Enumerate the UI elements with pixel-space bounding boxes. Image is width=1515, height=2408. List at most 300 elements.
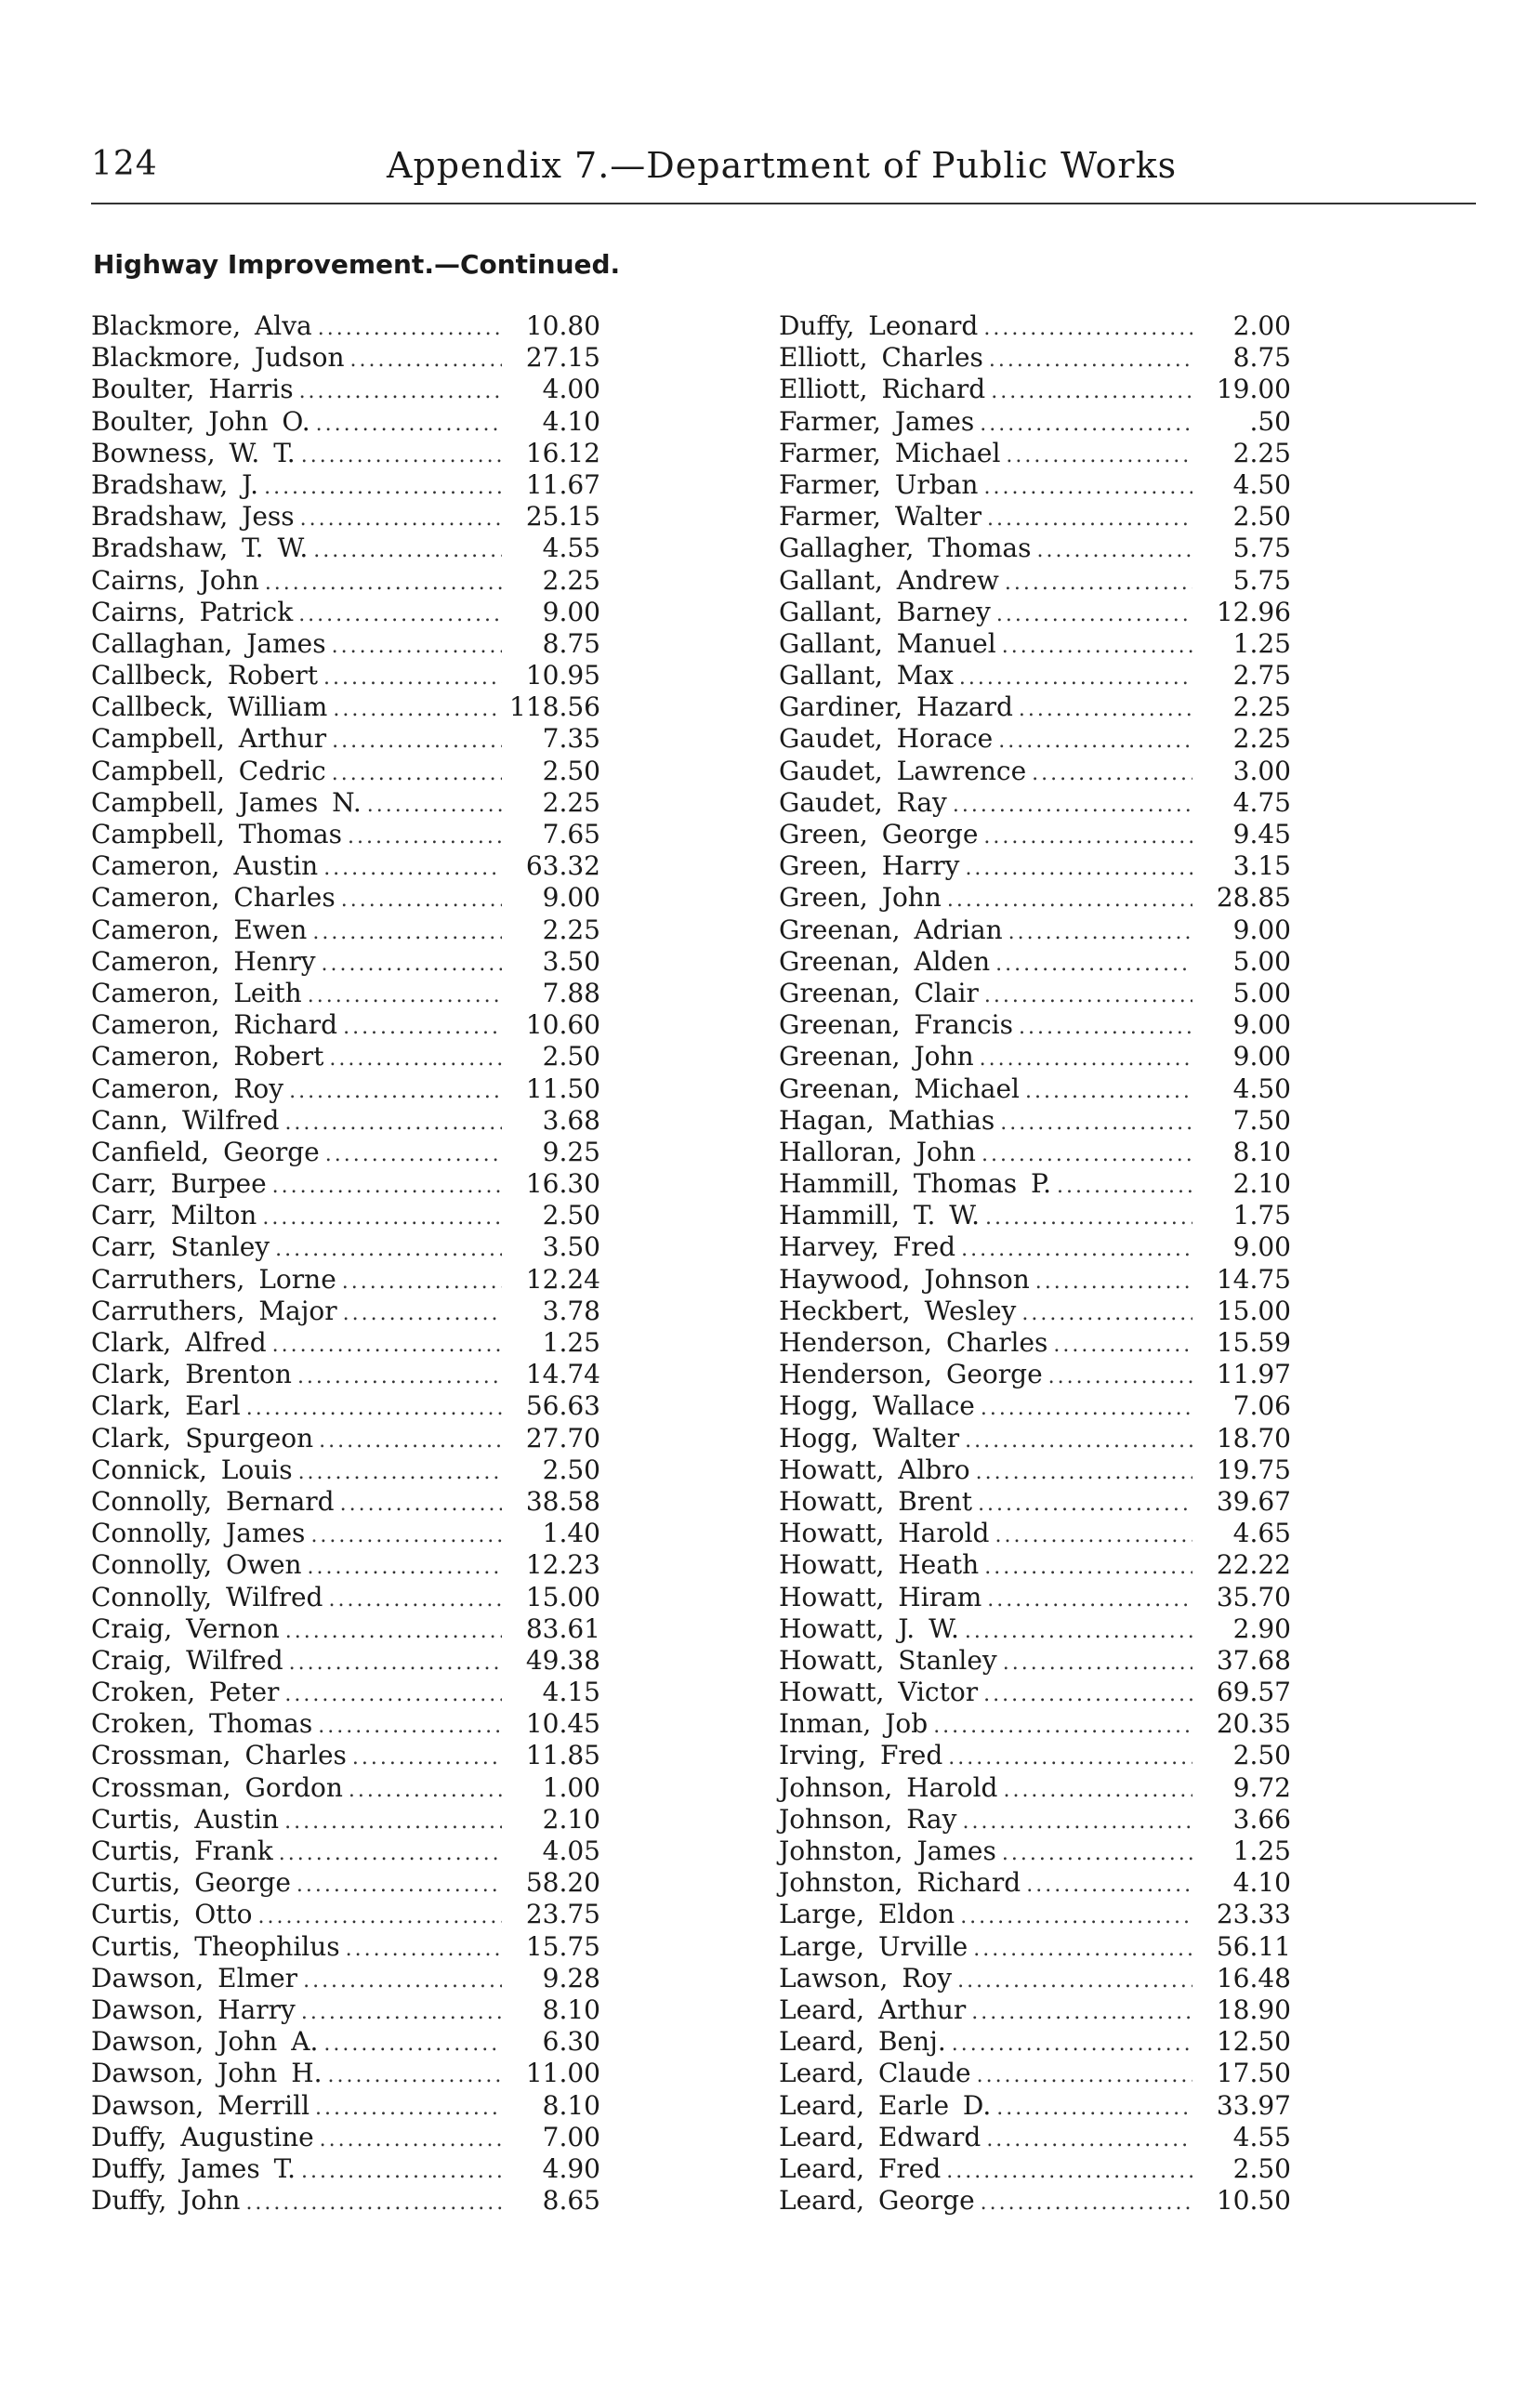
entry-name: Hogg, Wallace bbox=[779, 1390, 975, 1422]
entry-amount: 19.75 bbox=[1216, 1454, 1291, 1485]
entry-name: Gallant, Andrew bbox=[779, 564, 999, 596]
list-item bbox=[91, 756, 600, 787]
list-item bbox=[91, 1137, 600, 1168]
dot-leader bbox=[946, 2156, 1192, 2188]
entry-name: Johnston, Richard bbox=[779, 1867, 1021, 1899]
dot-leader bbox=[318, 1711, 502, 1743]
section-heading: Highway Improvement.—Continued. bbox=[93, 249, 621, 280]
entry-name: Leard, Arthur bbox=[779, 1994, 967, 2025]
entry-amount: 16.12 bbox=[525, 437, 600, 468]
dot-leader bbox=[965, 1426, 1192, 1457]
list-item bbox=[779, 597, 1291, 628]
entry-amount: 9.25 bbox=[542, 1136, 600, 1167]
dot-leader bbox=[265, 568, 502, 599]
entry-amount: 27.70 bbox=[525, 1422, 600, 1454]
list-item bbox=[91, 1041, 600, 1072]
entry-name: Hammill, Thomas P. bbox=[779, 1168, 1052, 1200]
list-item bbox=[91, 628, 600, 660]
entry-name: Halloran, John bbox=[779, 1136, 976, 1167]
list-item bbox=[779, 819, 1291, 850]
dot-leader bbox=[275, 1234, 502, 1266]
entry-name: Cairns, Patrick bbox=[91, 596, 294, 627]
list-item bbox=[91, 723, 600, 755]
dot-leader bbox=[1002, 631, 1192, 663]
entry-amount: 23.33 bbox=[1216, 1899, 1291, 1930]
dot-leader bbox=[1005, 568, 1192, 599]
entry-name: Henderson, George bbox=[779, 1359, 1043, 1390]
entry-amount: 2.90 bbox=[1232, 1612, 1291, 1644]
list-item bbox=[779, 1041, 1291, 1072]
entry-amount: 3.50 bbox=[542, 945, 600, 977]
entry-amount: 5.75 bbox=[1232, 533, 1291, 564]
dot-leader bbox=[315, 2093, 502, 2125]
entry-name: Carr, Stanley bbox=[91, 1231, 270, 1263]
dot-leader bbox=[352, 1743, 502, 1774]
list-item bbox=[779, 1549, 1291, 1581]
dot-leader bbox=[349, 1775, 502, 1807]
entry-name: Greenan, John bbox=[779, 1041, 974, 1072]
entry-amount: 2.25 bbox=[542, 786, 600, 818]
entry-amount: 58.20 bbox=[525, 1867, 600, 1899]
entry-amount: 4.55 bbox=[542, 533, 600, 564]
entry-name: Large, Urville bbox=[779, 1930, 968, 1962]
entry-amount: 7.06 bbox=[1232, 1390, 1291, 1422]
entry-amount: 118.56 bbox=[509, 691, 600, 723]
list-item bbox=[779, 2026, 1291, 2058]
dot-leader bbox=[329, 1044, 502, 1075]
list-item bbox=[779, 628, 1291, 660]
list-item bbox=[779, 1645, 1291, 1677]
list-item bbox=[779, 1296, 1291, 1327]
entry-amount: 1.75 bbox=[1232, 1200, 1291, 1231]
list-item bbox=[91, 406, 600, 438]
list-item bbox=[91, 2090, 600, 2122]
list-item bbox=[91, 1836, 600, 1867]
dot-leader bbox=[965, 1616, 1192, 1648]
entry-amount: 5.00 bbox=[1232, 977, 1291, 1008]
entry-name: Duffy, Leonard bbox=[779, 310, 979, 341]
dot-leader bbox=[343, 1298, 502, 1330]
entry-amount: 12.96 bbox=[1216, 596, 1291, 627]
list-item bbox=[91, 1772, 600, 1804]
list-item bbox=[779, 2185, 1291, 2217]
entry-amount: 63.32 bbox=[525, 850, 600, 882]
dot-leader bbox=[984, 1552, 1192, 1584]
entry-name: Curtis, Austin bbox=[91, 1803, 280, 1835]
entry-amount: 9.28 bbox=[542, 1962, 600, 1994]
entry-name: Clark, Alfred bbox=[91, 1327, 267, 1358]
dot-leader bbox=[1021, 1298, 1192, 1330]
dot-leader bbox=[279, 1838, 502, 1870]
list-item bbox=[779, 310, 1291, 342]
dot-leader bbox=[987, 504, 1192, 535]
dot-leader bbox=[1026, 1870, 1192, 1901]
page-number: 124 bbox=[91, 145, 158, 183]
dot-leader bbox=[960, 1901, 1192, 1933]
list-item bbox=[779, 660, 1291, 691]
entry-amount: 4.10 bbox=[542, 405, 600, 437]
entry-amount: 1.40 bbox=[542, 1518, 600, 1549]
list-item bbox=[779, 1613, 1291, 1645]
dot-leader bbox=[996, 599, 1192, 631]
entry-amount: 8.75 bbox=[1232, 342, 1291, 374]
entry-amount: 6.30 bbox=[542, 2026, 600, 2058]
entry-name: Connolly, Bernard bbox=[91, 1485, 335, 1517]
list-item bbox=[779, 1486, 1291, 1518]
entry-name: Craig, Wilfred bbox=[91, 1644, 283, 1676]
entry-name: Carr, Burpee bbox=[91, 1168, 267, 1200]
dot-leader bbox=[333, 694, 502, 726]
dot-leader bbox=[1008, 917, 1192, 949]
entry-name: Cameron, Leith bbox=[91, 977, 302, 1008]
entry-name: Gaudet, Horace bbox=[779, 723, 994, 755]
entry-name: Leard, Earle D. bbox=[779, 2089, 992, 2121]
entry-amount: 2.50 bbox=[1232, 501, 1291, 533]
entry-amount: 2.50 bbox=[1232, 1740, 1291, 1771]
list-item bbox=[91, 1867, 600, 1899]
entry-amount: 4.50 bbox=[1232, 1072, 1291, 1104]
entry-amount: 39.67 bbox=[1216, 1485, 1291, 1517]
entry-amount: 2.10 bbox=[1232, 1168, 1291, 1200]
list-item bbox=[779, 565, 1291, 597]
list-item bbox=[779, 1264, 1291, 1296]
entry-name: Connolly, James bbox=[91, 1518, 306, 1549]
list-item bbox=[91, 691, 600, 723]
dot-leader bbox=[289, 1076, 502, 1108]
list-item bbox=[779, 342, 1291, 374]
dot-leader bbox=[328, 2060, 502, 2092]
dot-leader bbox=[948, 1743, 1192, 1774]
entry-amount: 83.61 bbox=[525, 1612, 600, 1644]
entry-name: Cameron, Robert bbox=[91, 1041, 324, 1072]
list-item bbox=[779, 374, 1291, 405]
list-item bbox=[779, 1518, 1291, 1549]
list-item bbox=[91, 787, 600, 819]
list-item bbox=[91, 1073, 600, 1105]
entry-name: Bradshaw, J. bbox=[91, 468, 259, 500]
list-item bbox=[779, 1994, 1291, 2026]
dot-leader bbox=[343, 1012, 502, 1044]
entry-name: Campbell, Arthur bbox=[91, 723, 327, 755]
list-item bbox=[91, 1994, 600, 2026]
entry-name: Leard, Fred bbox=[779, 2152, 942, 2184]
entry-amount: 8.65 bbox=[542, 2185, 600, 2217]
dot-leader bbox=[1048, 1362, 1192, 1393]
list-item bbox=[779, 723, 1291, 755]
dot-leader bbox=[301, 1997, 502, 2029]
dot-leader bbox=[995, 949, 1192, 980]
entry-name: Howatt, Heath bbox=[779, 1549, 980, 1581]
list-item bbox=[91, 597, 600, 628]
entry-name: Blackmore, Alva bbox=[91, 310, 312, 341]
dot-leader bbox=[998, 726, 1192, 757]
dot-leader bbox=[981, 2188, 1192, 2219]
dot-leader bbox=[328, 1585, 502, 1616]
dot-leader bbox=[981, 1393, 1192, 1425]
dot-leader bbox=[987, 1585, 1192, 1616]
entry-amount: 2.25 bbox=[1232, 691, 1291, 723]
list-item bbox=[779, 1073, 1291, 1105]
entry-amount: 16.30 bbox=[525, 1168, 600, 1200]
list-item bbox=[91, 1899, 600, 1930]
list-item bbox=[779, 1677, 1291, 1708]
entry-amount: 18.90 bbox=[1216, 1994, 1291, 2025]
entry-amount: 18.70 bbox=[1216, 1422, 1291, 1454]
list-item bbox=[91, 2185, 600, 2217]
entry-name: Lawson, Roy bbox=[779, 1962, 953, 1994]
dot-leader bbox=[310, 1520, 502, 1552]
entry-name: Cameron, Charles bbox=[91, 882, 336, 914]
dot-leader bbox=[980, 409, 1192, 441]
entry-name: Gallant, Manuel bbox=[779, 627, 996, 659]
dot-leader bbox=[996, 2093, 1192, 2125]
entry-amount: 1.00 bbox=[542, 1771, 600, 1803]
dot-leader bbox=[984, 980, 1192, 1012]
dot-leader bbox=[1032, 758, 1192, 790]
entry-amount: 15.75 bbox=[525, 1930, 600, 1962]
dot-leader bbox=[1006, 441, 1192, 472]
entry-name: Cairns, John bbox=[91, 564, 259, 596]
list-item bbox=[779, 1168, 1291, 1200]
dot-leader bbox=[985, 1203, 1192, 1234]
entry-amount: 10.60 bbox=[525, 1009, 600, 1041]
entry-name: Cameron, Austin bbox=[91, 850, 319, 882]
entry-name: Green, John bbox=[779, 882, 942, 914]
list-item bbox=[779, 1899, 1291, 1930]
list-item bbox=[779, 2058, 1291, 2089]
entry-name: Connick, Louis bbox=[91, 1454, 293, 1485]
list-item bbox=[91, 1200, 600, 1231]
entry-amount: 8.10 bbox=[542, 2089, 600, 2121]
list-item bbox=[91, 1677, 600, 1708]
list-item bbox=[91, 565, 600, 597]
dot-leader bbox=[1003, 1648, 1192, 1679]
list-item bbox=[91, 1423, 600, 1454]
list-item bbox=[91, 1454, 600, 1486]
entry-amount: 4.90 bbox=[542, 2152, 600, 2184]
entry-name: Canfield, George bbox=[91, 1136, 320, 1167]
entry-name: Howatt, Stanley bbox=[779, 1644, 997, 1676]
list-item bbox=[779, 1836, 1291, 1867]
list-item bbox=[779, 406, 1291, 438]
dot-leader bbox=[300, 504, 502, 535]
entry-amount: 2.25 bbox=[1232, 723, 1291, 755]
right-column bbox=[779, 310, 1337, 2217]
dot-leader bbox=[308, 980, 502, 1012]
list-item bbox=[91, 1582, 600, 1613]
entry-name: Curtis, Theophilus bbox=[91, 1930, 340, 1962]
list-item bbox=[779, 1963, 1291, 1994]
list-item bbox=[779, 1740, 1291, 1771]
entry-name: Croken, Thomas bbox=[91, 1708, 313, 1740]
list-item bbox=[91, 1105, 600, 1137]
entry-name: Farmer, Walter bbox=[779, 501, 982, 533]
entry-amount: 28.85 bbox=[1216, 882, 1291, 914]
entry-amount: 10.45 bbox=[525, 1708, 600, 1740]
entry-name: Clark, Spurgeon bbox=[91, 1422, 314, 1454]
dot-leader bbox=[1036, 535, 1192, 567]
entry-name: Elliott, Charles bbox=[779, 342, 983, 374]
list-item bbox=[779, 501, 1291, 533]
entry-amount: 69.57 bbox=[1216, 1677, 1291, 1708]
entry-amount: 4.50 bbox=[1232, 468, 1291, 500]
entry-amount: 9.00 bbox=[1232, 1009, 1291, 1041]
dot-leader bbox=[340, 1489, 502, 1520]
dot-leader bbox=[349, 345, 502, 376]
entry-amount: 9.72 bbox=[1232, 1771, 1291, 1803]
list-item bbox=[91, 533, 600, 564]
list-item bbox=[91, 469, 600, 501]
entry-amount: 5.00 bbox=[1232, 945, 1291, 977]
entry-amount: 14.75 bbox=[1216, 1263, 1291, 1295]
dot-leader bbox=[342, 1267, 502, 1298]
entry-amount: 9.00 bbox=[1232, 914, 1291, 945]
entry-amount: 3.78 bbox=[542, 1295, 600, 1326]
dot-leader bbox=[346, 1934, 502, 1966]
list-item bbox=[779, 1804, 1291, 1836]
dot-leader bbox=[965, 853, 1192, 885]
list-item bbox=[779, 946, 1291, 978]
entry-amount: 2.25 bbox=[1232, 437, 1291, 468]
entry-amount: 5.75 bbox=[1232, 564, 1291, 596]
dot-leader bbox=[952, 2029, 1192, 2060]
list-item bbox=[779, 1454, 1291, 1486]
entry-name: Farmer, Urban bbox=[779, 468, 979, 500]
entry-name: Farmer, James bbox=[779, 405, 975, 437]
entry-amount: 56.11 bbox=[1216, 1930, 1291, 1962]
entry-amount: 25.15 bbox=[525, 501, 600, 533]
entry-name: Cameron, Ewen bbox=[91, 914, 308, 945]
list-item bbox=[779, 1931, 1291, 1963]
entry-amount: 8.10 bbox=[1232, 1136, 1291, 1167]
list-item bbox=[91, 2153, 600, 2185]
list-item bbox=[779, 533, 1291, 564]
entry-name: Croken, Peter bbox=[91, 1677, 280, 1708]
entry-amount: 7.50 bbox=[1232, 1104, 1291, 1136]
entry-name: Dawson, Harry bbox=[91, 1994, 296, 2025]
dot-leader bbox=[264, 472, 502, 504]
entry-amount: 4.15 bbox=[542, 1677, 600, 1708]
list-item bbox=[91, 850, 600, 882]
entry-amount: 1.25 bbox=[1232, 1836, 1291, 1866]
entry-name: Dawson, John H. bbox=[91, 2058, 323, 2089]
list-item bbox=[91, 1390, 600, 1422]
dot-leader bbox=[1003, 1775, 1192, 1807]
dot-leader bbox=[323, 663, 502, 694]
entry-amount: 10.50 bbox=[1216, 2185, 1291, 2217]
entry-name: Bradshaw, T. W. bbox=[91, 533, 309, 564]
entry-amount: 4.55 bbox=[1232, 2121, 1291, 2152]
entry-name: Crossman, Gordon bbox=[91, 1771, 343, 1803]
entry-name: Connolly, Wilfred bbox=[91, 1581, 323, 1612]
entry-name: Dawson, Merrill bbox=[91, 2089, 310, 2121]
entry-name: Hammill, T. W. bbox=[779, 1200, 981, 1231]
entry-name: Bradshaw, Jess bbox=[91, 501, 295, 533]
entry-name: Harvey, Fred bbox=[779, 1231, 956, 1263]
entry-name: Gardiner, Hazard bbox=[779, 691, 1013, 723]
list-item bbox=[779, 1867, 1291, 1899]
dot-leader bbox=[298, 599, 502, 631]
dot-leader bbox=[297, 1362, 502, 1393]
dot-leader bbox=[1057, 1171, 1192, 1203]
dot-leader bbox=[367, 790, 502, 822]
entry-name: Campbell, Cedric bbox=[91, 755, 326, 786]
dot-leader bbox=[962, 1807, 1192, 1838]
list-item bbox=[91, 915, 600, 946]
entry-name: Hogg, Walter bbox=[779, 1422, 960, 1454]
list-item bbox=[779, 1582, 1291, 1613]
dot-leader bbox=[953, 790, 1192, 822]
entry-amount: 7.35 bbox=[542, 723, 600, 755]
entry-name: Cameron, Henry bbox=[91, 945, 316, 977]
entry-amount: 3.00 bbox=[1232, 755, 1291, 786]
dot-leader bbox=[995, 1520, 1192, 1552]
entry-name: Henderson, Charles bbox=[779, 1327, 1048, 1358]
dot-leader bbox=[947, 885, 1192, 916]
entry-amount: 37.68 bbox=[1216, 1644, 1291, 1676]
dot-leader bbox=[323, 2029, 502, 2060]
entry-amount: 19.00 bbox=[1216, 374, 1291, 405]
dot-leader bbox=[989, 345, 1192, 376]
entry-name: Carruthers, Major bbox=[91, 1295, 337, 1326]
left-column bbox=[91, 310, 649, 2217]
list-item bbox=[779, 882, 1291, 914]
dot-leader bbox=[284, 1108, 502, 1139]
dot-leader bbox=[303, 1966, 502, 1997]
entry-amount: 8.75 bbox=[542, 627, 600, 659]
entry-name: Howatt, Hiram bbox=[779, 1581, 982, 1612]
dot-leader bbox=[1025, 1076, 1192, 1108]
entry-name: Callbeck, Robert bbox=[91, 660, 319, 691]
entry-name: Curtis, Otto bbox=[91, 1899, 253, 1930]
dot-leader bbox=[983, 472, 1192, 504]
entry-amount: 12.24 bbox=[525, 1263, 600, 1295]
entry-amount: 35.70 bbox=[1216, 1581, 1291, 1612]
dot-leader bbox=[981, 1139, 1192, 1171]
entry-name: Leard, George bbox=[779, 2185, 975, 2217]
list-item bbox=[779, 1327, 1291, 1359]
entry-amount: 38.58 bbox=[525, 1485, 600, 1517]
entry-name: Connolly, Owen bbox=[91, 1549, 302, 1581]
dot-leader bbox=[957, 1966, 1192, 1997]
dot-leader bbox=[316, 409, 502, 441]
list-item bbox=[779, 469, 1291, 501]
list-item bbox=[91, 1931, 600, 1963]
entry-amount: 11.50 bbox=[525, 1072, 600, 1104]
entry-amount: 1.25 bbox=[542, 1327, 600, 1358]
entry-name: Johnson, Harold bbox=[779, 1771, 998, 1803]
entry-amount: 11.97 bbox=[1216, 1359, 1291, 1390]
dot-leader bbox=[1002, 1838, 1192, 1870]
entry-amount: 9.00 bbox=[1232, 1041, 1291, 1072]
dot-leader bbox=[1000, 1108, 1192, 1139]
entry-amount: 2.75 bbox=[1232, 660, 1291, 691]
entry-amount: 4.00 bbox=[542, 374, 600, 405]
entry-name: Johnston, James bbox=[779, 1836, 996, 1866]
entry-amount: 14.74 bbox=[525, 1359, 600, 1390]
dot-leader bbox=[323, 853, 502, 885]
entry-name: Gaudet, Lawrence bbox=[779, 755, 1027, 786]
list-item bbox=[91, 1168, 600, 1200]
list-item bbox=[779, 756, 1291, 787]
dot-leader bbox=[258, 1901, 502, 1933]
dot-leader bbox=[1035, 1267, 1192, 1298]
entry-amount: .50 bbox=[1249, 405, 1291, 437]
dot-leader bbox=[973, 1934, 1192, 1966]
entry-amount: 2.50 bbox=[542, 1200, 600, 1231]
list-item bbox=[779, 1137, 1291, 1168]
entry-amount: 1.25 bbox=[1232, 627, 1291, 659]
